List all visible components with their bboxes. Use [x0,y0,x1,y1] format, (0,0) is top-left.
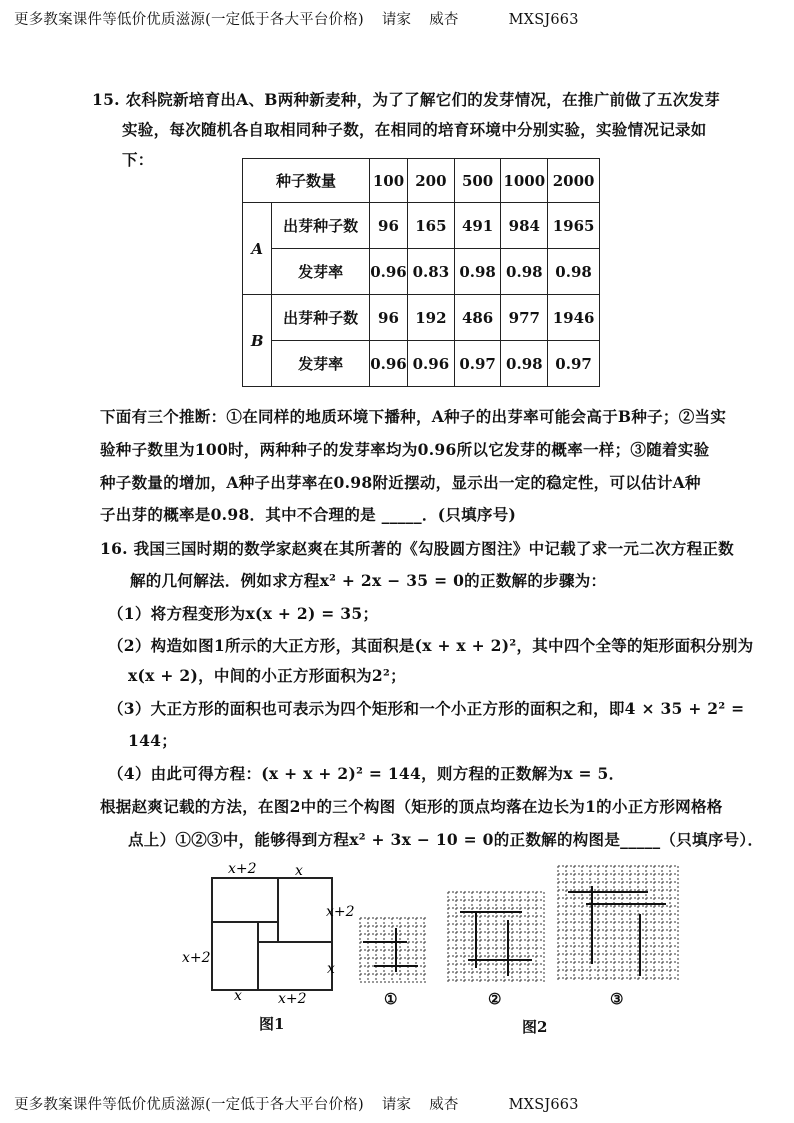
label-left-long: x+2 [182,950,211,966]
footer-name: 威杏 [429,1097,459,1113]
row-label: 发芽率 [272,249,369,295]
q15-para1: 下面有三个推断：①在同样的地质环境下播种，A种子的出芽率可能会高于B种子；②当实 [100,407,727,426]
table-cell: 0.98 [501,341,548,387]
page-footer [14,1093,597,1114]
table-cell: 984 [501,203,548,249]
seed-table [242,158,600,387]
table-cell: 0.97 [548,341,600,387]
q16-step2a: （2）构造如图1所示的大正方形，其面积是(x + x + 2)²，其中四个全等的矩形面积分别为 [108,636,754,655]
table-cell: 1965 [548,203,600,249]
table-cell: 977 [501,295,548,341]
row-label: 出芽种子数 [272,203,369,249]
table-row [243,249,600,295]
q16-text-line1: 我国三国时期的数学家赵爽在其所著的《勾股圆方图注》中记载了求一元二次方程正数 [133,539,734,558]
q15-number: 15. [92,90,120,109]
figure2-option-2: ② [488,990,502,1008]
table-cell: 165 [408,203,455,249]
figure1-rect-top-left [212,878,278,922]
footer-code: MXSJ663 [508,1097,579,1113]
q15-line3: 下： [122,150,154,169]
figure1-rect-bottom-left [212,922,258,990]
figure2-caption: 图2 [522,1018,548,1036]
q16-step3b: 144； [128,731,178,750]
figure1-rect-bottom-right [258,942,332,990]
header-name: 威杏 [429,12,459,28]
table-seed-count: 1000 [501,159,548,203]
figure1-rect-top-right [278,878,332,942]
q15-para4: 子出芽的概率是0.98．其中不合理的是 _____．(只填序号) [100,505,517,524]
group-a-label: A [243,203,272,295]
group-b-label: B [243,295,272,387]
row-label: 出芽种子数 [272,295,369,341]
label-right-short: x [327,961,335,977]
table-row [243,341,600,387]
table-cell: 486 [454,295,501,341]
q15-line1 [92,88,720,110]
table-cell: 0.96 [369,249,407,295]
table-cell: 0.98 [501,249,548,295]
label-top-short: x [295,863,303,879]
q15-line2: 实验，每次随机各自取相同种子数，在相同的培育环境中分别实验，实验情况记录如 [122,120,707,139]
table-row [243,203,600,249]
q16-step4: （4）由此可得方程：(x + x + 2)² = 144，则方程的正数解为x = 5． [108,764,625,783]
q16-after2: 点上）①②③中，能够得到方程x² + 3x − 10 = 0的正数解的构图是_____（只填序号）． [128,830,764,849]
table-cell: 0.83 [408,249,455,295]
table-cell: 491 [454,203,501,249]
header-contact-label: 请家 [381,12,412,28]
figure2-grid-2 [446,890,546,984]
q15-para2: 验种子数里为100时，两种种子的发芽率均为0.96所以它发芽的概率一样；③随着实验 [100,440,710,459]
figure1-outer-square [212,878,332,990]
label-top-long: x+2 [228,861,257,877]
figure1-diagram [180,858,360,1008]
header-code: MXSJ663 [508,12,579,28]
page-header [14,8,597,29]
label-bottom-long: x+2 [278,991,307,1007]
table-cell: 1946 [548,295,600,341]
table-cell: 96 [369,295,407,341]
figure2-option-1: ① [384,990,398,1008]
q16-after1: 根据赵爽记载的方法，在图2中的三个构图（矩形的顶点均落在边长为1的小正方形网格格 [100,797,723,816]
label-bottom-short: x [234,988,242,1004]
table-header-row [243,159,600,203]
table-cell: 0.96 [408,341,455,387]
figure2-grid-3 [556,864,680,984]
table-seed-count: 100 [369,159,407,203]
q15-para3: 种子数量的增加，A种子出芽率在0.98附近摆动，显示出一定的稳定性，可以估计A种 [100,473,701,492]
q16-number: 16. [100,539,128,558]
table-cell: 0.96 [369,341,407,387]
q16-step1: （1）将方程变形为x(x + 2) = 35； [108,604,379,623]
footer-promo: 更多教案课件等低价优质滋源(一定低于各大平台价格) [14,1097,364,1113]
q16-step2b: x(x + 2)，中间的小正方形面积为2²； [128,666,406,685]
table-header-label: 种子数量 [243,159,370,203]
row-label: 发芽率 [272,341,369,387]
table-cell: 192 [408,295,455,341]
table-cell: 96 [369,203,407,249]
table-cell: 0.97 [454,341,501,387]
q16-line1 [100,537,734,559]
label-right-long: x+2 [326,904,355,920]
q16-step3a: （3）大正方形的面积也可表示为四个矩形和一个小正方形的面积之和，即4 × 35 + 2² = [108,699,745,718]
table-cell: 0.98 [548,249,600,295]
table-row [243,295,600,341]
table-cell: 0.98 [454,249,501,295]
table-seed-count: 2000 [548,159,600,203]
q16-line2: 解的几何解法．例如求方程x² + 2x − 35 = 0的正数解的步骤为： [130,571,607,590]
table-seed-count: 200 [408,159,455,203]
table-seed-count: 500 [454,159,501,203]
figure2-grid-1 [358,916,428,984]
figure2-option-3: ③ [610,990,624,1008]
header-promo: 更多教案课件等低价优质滋源(一定低于各大平台价格) [14,12,364,28]
q15-text-line1: 农科院新培育出A、B两种新麦种，为了了解它们的发芽情况，在推广前做了五次发芽 [125,90,721,109]
footer-contact-label: 请家 [381,1097,412,1113]
figure1-caption: 图1 [259,1015,285,1033]
